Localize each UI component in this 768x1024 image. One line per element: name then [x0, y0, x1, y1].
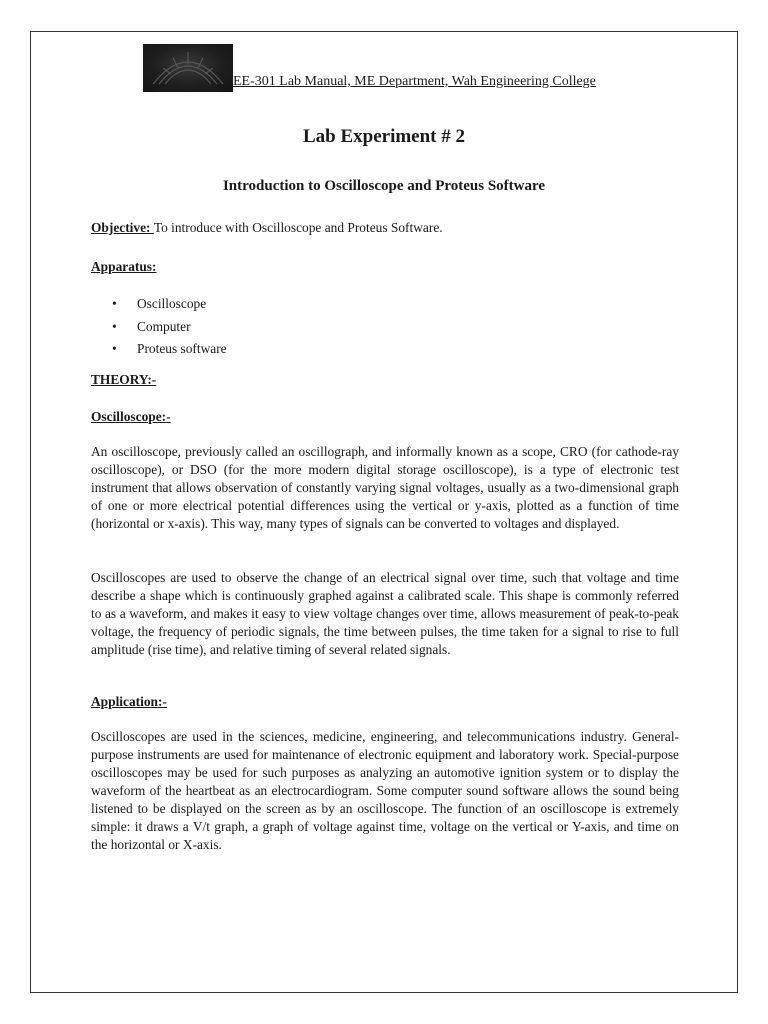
- theory-heading: [91, 371, 679, 389]
- oscilloscope-paragraph-1: An oscilloscope, previously called an oscillograph, and informally known as a scope, CRO (for cathode-ray oscilloscope), or DSO (for the more modern digital storage oscilloscope), is a type of electronic test instrument that allows observation of constantly varying signal voltages, usually as a two-dimensional graph of one or more electrical potential differences using the vertical or y-axis, plotted as a function of time (horizontal or x-axis). This way, many types of signals can be converted to voltages and displayed.: [91, 444, 679, 531]
- list-item: • Computer: [112, 316, 227, 339]
- oscilloscope-heading: [91, 408, 679, 426]
- theory-label: THEORY:-: [91, 372, 157, 387]
- apparatus-label: Apparatus:: [91, 259, 157, 274]
- header-title: EE-301 Lab Manual, ME Department, Wah Engineering College: [233, 74, 596, 89]
- oscilloscope-paragraph-2: Oscilloscopes are used to observe the change of an electrical signal over time, such that voltage and time describe a shape which is continuously graphed against a calibrated scale. This shape is commonly referred to as a waveform, and makes it easy to view voltage changes over time, allows measurement of peak-to-peak voltage, the frequency of periodic signals, the time between pulses, the time taken for a signal to rise to full amplitude (rise time), and relative timing of several related signals.: [91, 570, 679, 657]
- objective-label: Objective:: [91, 220, 154, 235]
- oscilloscope-label: Oscilloscope:-: [91, 409, 171, 424]
- lab-subtitle: Introduction to Oscilloscope and Proteus Software: [222, 178, 546, 194]
- page-header: [143, 44, 643, 92]
- college-logo-emblem: [143, 44, 233, 92]
- list-item: • Oscilloscope: [112, 293, 227, 316]
- list-item: • Proteus software: [112, 338, 227, 361]
- objective-section: [91, 219, 679, 237]
- objective-text: To introduce with Oscilloscope and Proteus Software.: [153, 220, 443, 235]
- application-heading: [91, 693, 679, 711]
- college-logo: [143, 44, 233, 92]
- apparatus-list: [112, 293, 227, 361]
- lab-title: Lab Experiment # 2: [302, 126, 466, 147]
- application-paragraph: Oscilloscopes are used in the sciences, medicine, engineering, and telecommunications industry. General-purpose instruments are used for maintenance of electronic equipment and laboratory work. Special-purpose oscilloscopes may be used for such purposes as analyzing an automotive ignition system or to display the waveform of the heartbeat as an electrocardiogram. Some computer sound software allows the sound being listened to be displayed on the screen as by an oscilloscope. The function of an oscilloscope is extremely simple: it draws a V/t graph, a graph of voltage against time, voltage on the vertical or Y-axis, and time on the horizontal or X-axis.: [91, 729, 679, 852]
- application-label: Application:-: [91, 694, 167, 709]
- apparatus-heading: [91, 258, 679, 276]
